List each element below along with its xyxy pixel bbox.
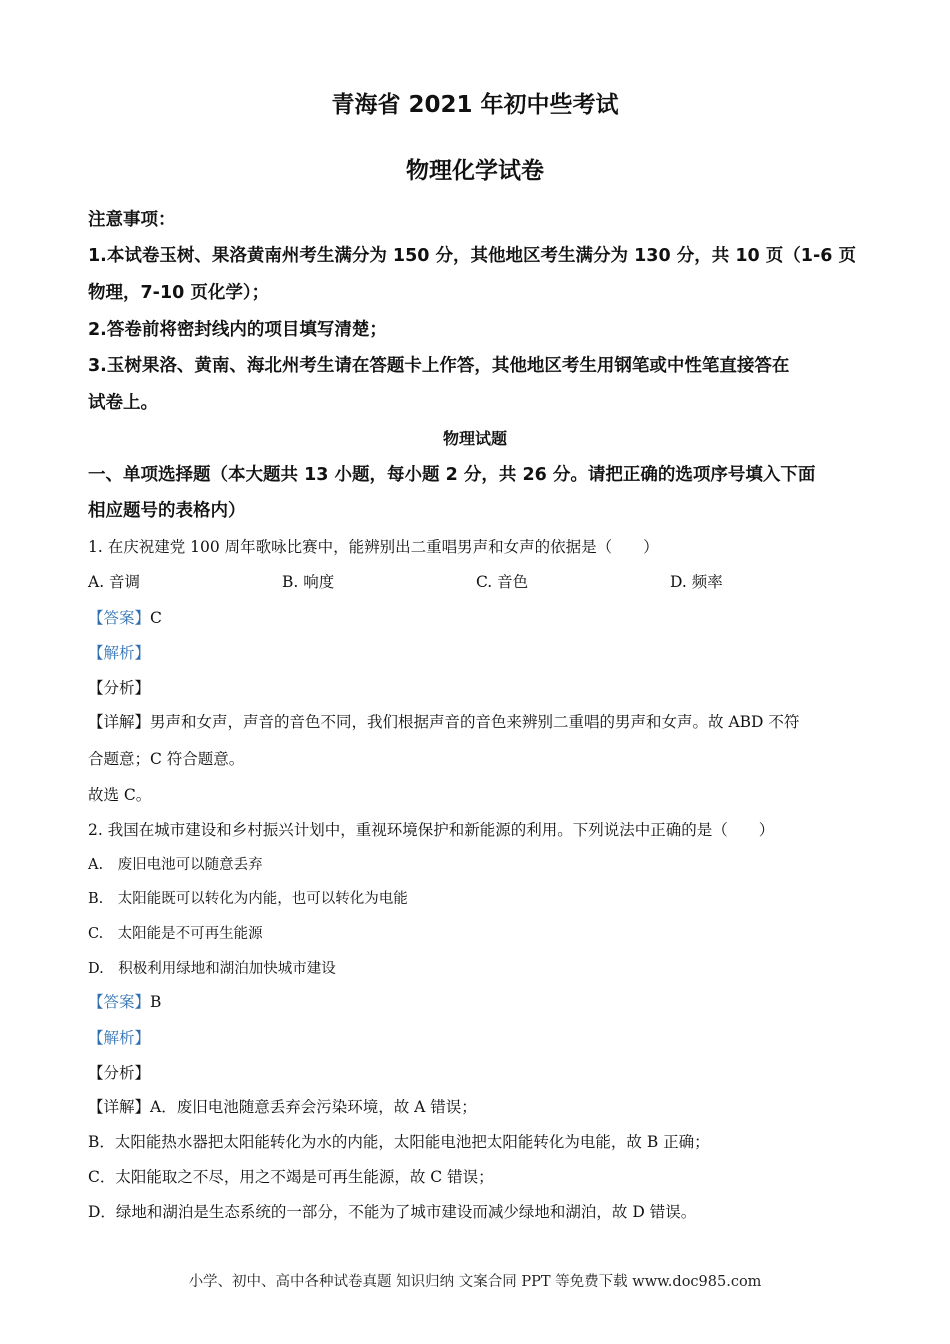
q2-answer-tag: 【答案】 bbox=[88, 993, 151, 1011]
q1-option-c: C. 音色 bbox=[476, 573, 529, 591]
page-subtitle: 物理化学试卷 bbox=[406, 158, 544, 184]
q1-detail-line-1 bbox=[88, 710, 799, 732]
q2-detail-line-d: D．绿地和湖泊是生态系统的一部分，不能为了城市建设而减少绿地和湖泊，故 D 错误。 bbox=[88, 1203, 697, 1221]
q2-detail-line-c: C．太阳能取之不尽，用之不竭是可再生能源，故 C 错误； bbox=[88, 1168, 494, 1186]
q2-option-d: D. 积极利用绿地和湖泊加快城市建设 bbox=[88, 961, 336, 977]
q1-option-a: A. 音调 bbox=[88, 573, 141, 591]
page-title: 青海省 2021 年初中些考试 bbox=[331, 92, 619, 118]
page-footer: 小学、初中、高中各种试卷真题 知识归纳 文案合同 PPT 等免费下载 www.doc985.com bbox=[188, 1274, 762, 1290]
q1-conclusion: 故选 C。 bbox=[88, 786, 152, 804]
q2-detail-line-a bbox=[88, 1095, 477, 1117]
part-heading-b: 相应题号的表格内） bbox=[88, 501, 246, 521]
q2-fenxi-tag: 【分析】 bbox=[88, 1064, 151, 1082]
q1-fenxi-tag: 【分析】 bbox=[88, 679, 151, 697]
notice-line-1b: 物理，7-10 页化学）； bbox=[88, 283, 270, 303]
q2-detail-a: A．废旧电池随意丢弃会污染环境，故 A 错误； bbox=[150, 1098, 477, 1116]
q2-detail-tag: 【详解】 bbox=[88, 1098, 151, 1116]
q1-stem: 1. 在庆祝建党 100 周年歌咏比赛中，能辨别出二重唱男声和女声的依据是（ ） bbox=[88, 538, 659, 556]
section-title: 物理试题 bbox=[442, 429, 507, 448]
q1-jiexi-tag: 【解析】 bbox=[88, 644, 151, 662]
q1-detail-tag: 【详解】 bbox=[88, 713, 151, 731]
q1-detail-text: 男声和女声，声音的音色不同，我们根据声音的音色来辨别二重唱的男声和女声。故 ABD 不符 bbox=[150, 713, 800, 731]
q1-answer-tag: 【答案】 bbox=[88, 609, 151, 627]
notice-line-3b: 试卷上。 bbox=[88, 393, 158, 413]
q2-answer: B bbox=[150, 993, 162, 1011]
q1-option-b: B. 响度 bbox=[282, 573, 335, 591]
part-heading-a: 一、单项选择题（本大题共 13 小题，每小题 2 分，共 26 分。请把正确的选项序号填入下面 bbox=[88, 465, 816, 485]
notice-line-3a: 3.玉树果洛、黄南、海北州考生请在答题卡上作答，其他地区考生用钢笔或中性笔直接答在 bbox=[88, 356, 790, 376]
q2-answer-line bbox=[88, 990, 161, 1012]
notice-heading: 注意事项： bbox=[88, 210, 176, 230]
q1-detail-line-2: 合题意；C 符合题意。 bbox=[88, 750, 245, 768]
q2-option-c: C. 太阳能是不可再生能源 bbox=[88, 926, 263, 942]
q1-answer-line bbox=[88, 606, 162, 628]
q1-answer: C bbox=[150, 609, 162, 627]
q2-jiexi-tag: 【解析】 bbox=[88, 1029, 151, 1047]
notice-line-1a: 1.本试卷玉树、果洛黄南州考生满分为 150 分，其他地区考生满分为 130 分，共 10 页（1-6 页 bbox=[88, 246, 856, 266]
q2-stem: 2. 我国在城市建设和乡村振兴计划中，重视环境保护和新能源的利用。下列说法中正确的是（ ） bbox=[88, 821, 775, 839]
notice-line-2: 2.答卷前将密封线内的项目填写清楚； bbox=[88, 320, 387, 340]
q2-detail-line-b: B．太阳能热水器把太阳能转化为水的内能，太阳能电池把太阳能转化为电能，故 B 正确； bbox=[88, 1133, 710, 1151]
q1-option-d: D. 频率 bbox=[670, 573, 723, 591]
q2-option-a: A. 废旧电池可以随意丢弃 bbox=[88, 857, 263, 873]
q2-option-b: B. 太阳能既可以转化为内能，也可以转化为电能 bbox=[88, 891, 408, 907]
